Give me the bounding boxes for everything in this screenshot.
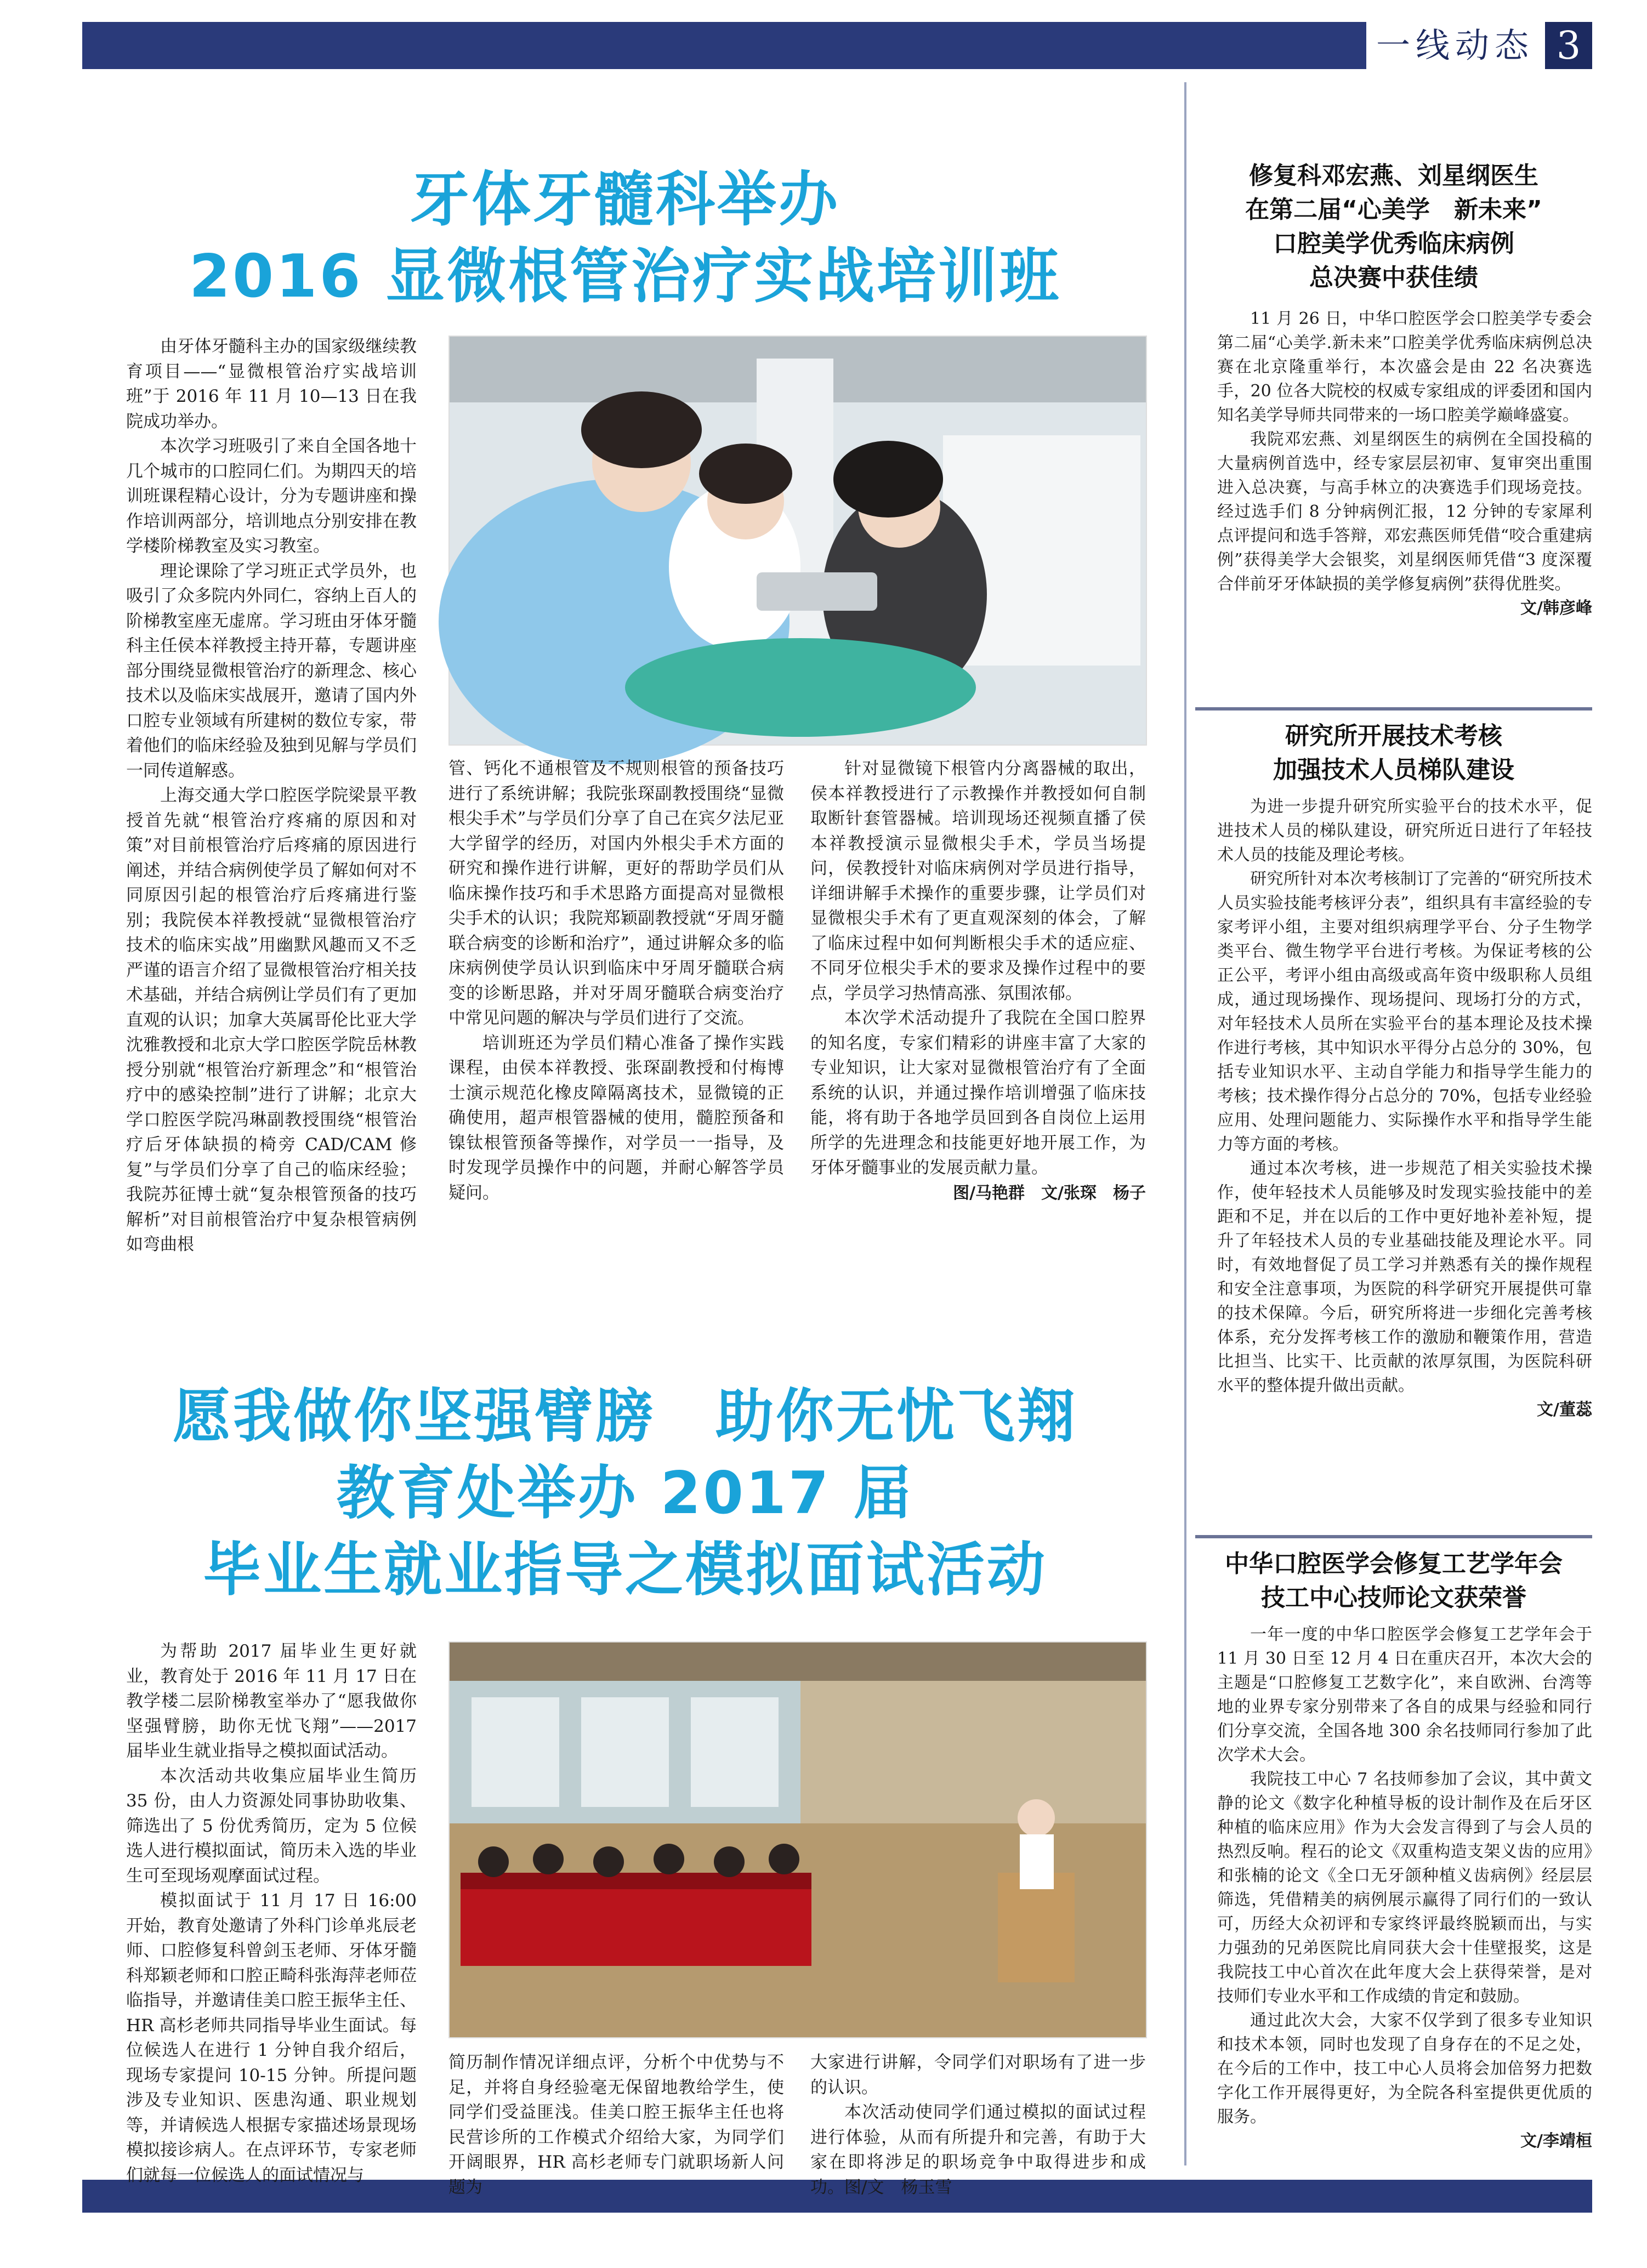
paragraph: 大家进行讲解，令同学们对职场有了进一步的认识。 [810, 2053, 1146, 2098]
paragraph: 我院技工中心 7 名技师参加了会议，其中黄文静的论文《数字化种植导板的设计制作及在后牙区种植的临床应用》作为大会发言得到了与会人员的热烈反响。程石的论文《双重构造支架义齿的应用》和张楠的论文《全口无牙颌种植义齿病例》经层层筛选，凭借精美的病例展示赢得了同行们的一致认可，历经大众初评和专家终评最终脱颖而出，与实力强劲的兄弟医院比肩同获大会十佳壁报奖，这是我院技工中心首次在此年度大会上获得荣誉，是对技师们专业水平和工作成绩的肯定和鼓励。 [1217, 1770, 1592, 2006]
side1-body [1217, 307, 1592, 702]
dental-training-photo [448, 336, 1147, 746]
sidebar-divider [1195, 1535, 1592, 1538]
paragraph: 11 月 26 日，中华口腔医学会口腔美学专委会第二届“心美学.新未来”口腔美学优秀临床病例总决赛在北京隆重举行，本次盛会是由 22 名决赛选手，20 位各大院校的权威专家组成的评委团和国内知名美学导师共同带来的一场口腔美学巅峰盛宴。 [1217, 309, 1592, 425]
paragraph: 管、钙化不通根管及不规则根管的预备技巧进行了系统讲解；我院张琛副教授围绕“显微根尖手术”与学员们分享了自己在宾夕法尼亚大学留学的经历，对国内外根尖手术方面的研究和操作进行讲解，更好的帮助学员们从临床操作技巧和手术思路方面提高对显微根尖手术的认识；我院郑颖副教授就“牙周牙髓联合病变的诊断和治疗”，通过讲解众多的临床病例使学员认识到临床中牙周牙髓联合病变的诊断思路，并对牙周牙髓联合病变治疗中常见问题的解决与学员们进行了交流。 [448, 759, 784, 1028]
side1-title-line: 口腔美学优秀临床病例 [1273, 230, 1514, 258]
article1-column-1 [126, 334, 417, 1332]
paragraph: 本次学习班吸引了来自全国各地十几个城市的口腔同仁们。为期四天的培训班课程精心设计，分为专题讲座和操作培训两部分，培训地点分别安排在教学楼阶梯教室及实习教室。 [126, 436, 417, 556]
article2-title-line3: 毕业生就业指导之模拟面试活动 [203, 1536, 1047, 1604]
paragraph: 为帮助 2017 届毕业生更好就业，教育处于 2016 年 11 月 17 日在教学楼二层阶梯教室举办了“愿我做你坚强臂膀，助你无忧飞翔”——2017 届毕业生就业指导之模拟面试活动。 [126, 1641, 417, 1761]
side2-title-line: 加强技术人员梯队建设 [1273, 756, 1514, 784]
side3-title-line: 中华口腔医学会修复工艺学年会 [1225, 1550, 1563, 1578]
article2-column-2 [448, 2050, 784, 2197]
paragraph: 模拟面试于 11 月 17 日 16:00 开始，教育处邀请了外科门诊单兆辰老师、口腔修复科曾剑玉老师、牙体牙髓科郑颖老师和口腔正畸科张海萍老师莅临指导，并邀请佳美口腔王振华主任、HR 高杉老师共同指导毕业生面试。每位候选人在进行 1 分钟自我介绍后，现场专家提问 10-15 分钟。所提问题涉及专业知识、医患沟通、职业规划等，并请候选人根据专家描述场景现场模拟接诊病人。在点评环节，专家老师们就每一位候选人的面试情况与 [126, 1891, 417, 2185]
side2-body [1217, 795, 1592, 1530]
side3-title-line: 技工中心技师论文获荣誉 [1261, 1584, 1526, 1612]
dental-training-illustration [450, 337, 1146, 744]
column-divider [1184, 82, 1186, 2165]
paragraph: 一年一度的中华口腔医学会修复工艺学年会于 11 月 30 日至 12 月 4 日在重庆召开，本次大会的主题是“口腔修复工艺数字化”，来自欧洲、台湾等地的业界专家分别带来了各自的成果与经验和同行们分享交流，全国各地 300 余名技师同行参加了此次学术大会。 [1217, 1625, 1592, 1765]
side1-title-line: 在第二届“心美学 新未来” [1245, 196, 1542, 224]
paragraph: 培训班还为学员们精心准备了操作实践课程，由侯本祥教授、张琛副教授和付梅博士演示规范化橡皮障隔离技术，显微镜的正确使用，超声根管器械的使用，髓腔预备和镍钛根管预备等操作，对学员一一指导，及时发现学员操作中的问题，并耐心解答学员疑问。 [448, 1033, 784, 1203]
paragraph: 我院邓宏燕、刘星纲医生的病例在全国投稿的大量病例首选中，经专家层层初审、复审突出重围进入总决赛，与高手林立的决赛选手们现场竞技。经过选手们 8 分钟病例汇报，12 分钟的专家犀利点评提问和选手答辩，邓宏燕医师凭借“咬合重建病例”获得美学大会银奖，刘星纲医师凭借“3 度深覆合伴前牙牙体缺损的美学修复病例”获得优胜奖。 [1217, 430, 1592, 594]
header-bar [82, 22, 1366, 69]
paragraph: 由牙体牙髓科主办的国家级继续教育项目——“显微根管治疗实战培训班”于 2016 年 11 月 10—13 日在我院成功举办。 [126, 337, 417, 431]
side2-title-line: 研究所开展技术考核 [1285, 722, 1502, 750]
article1-title-line2: 2016 显微根管治疗实战培训班 [189, 242, 1061, 311]
paragraph: 为进一步提升研究所实验平台的技术水平，促进技术人员的梯队建设，研究所近日进行了年轻技术人员的技能及理论考核。 [1217, 797, 1592, 865]
paragraph: 研究所针对本次考核制订了完善的“研究所技术人员实验技能考核评分表”，组织具有丰富经验的专家考评小组，主要对组织病理学平台、分子生物学类平台、微生物学平台进行考核。为保证考核的公正公平，考评小组由高级或高年资中级职称人员组成，通过现场操作、现场提问、现场打分的方式，对年轻技术人员所在实验平台的基本理论及技术操作进行考核，其中知识水平得分占总分的 30%，包括专业知识水平、主动自学能力和指导学生能力的考核；技术操作得分占总分的 70%，包括专业经验应用、处理问题能力、实际操作水平和指导学生能力等方面的考核。 [1217, 869, 1592, 1154]
paragraph: 上海交通大学口腔医学院梁景平教授首先就“根管治疗疼痛的原因和对策”对目前根管治疗后疼痛的原因进行阐述，并结合病例使学员了解如何对不同原因引起的根管治疗后疼痛进行鉴别；我院侯本祥教授就“显微根管治疗技术的临床实战”用幽默风趣而又不乏严谨的语言介绍了显微根管治疗相关技术基础，并结合病例让学员们有了更加直观的认识；加拿大英属哥伦比亚大学沈雅教授和北京大学口腔医学院岳林教授分别就“根管治疗新理念”和“根管治疗中的感染控制”进行了讲解；北京大学口腔医学院冯琳副教授围绕“根管治疗后牙体缺损的椅旁 CAD/CAM 修复”与学员们分享了自己的临床经验；我院苏征博士就“复杂根管预备的技巧解析”对目前根管治疗中复杂根管病例如弯曲根 [126, 786, 417, 1254]
article1-column-2 [448, 757, 784, 1327]
side1-title [1195, 159, 1592, 295]
paragraph: 本次活动共收集应届毕业生简历 35 份，由人力资源处同事协助收集、筛选出了 5 份优秀简历，定为 5 位候选人进行模拟面试，简历未入选的毕业生可至现场观摩面试过程。 [126, 1766, 417, 1886]
paragraph: 本次学术活动提升了我院在全国口腔界的知名度，专家们精彩的讲座丰富了大家的专业知识，让大家对显微根管治疗有了全面系统的认识，并通过操作培训增强了临床技能，将有助于各地学员回到各自岗位上运用所学的先进理念和技能更好地开展工作，为牙体牙髓事业的发展贡献力量。 [810, 1008, 1146, 1178]
side3-title [1195, 1547, 1592, 1615]
paragraph: 简历制作情况详细点评，分析个中优势与不足，并将自身经验毫无保留地教给学生，使同学们受益匪浅。佳美口腔王振华主任也将民营诊所的工作模式介绍给大家，为同学们开阔眼界，HR 高杉老师专门就职场新人问题为 [448, 2053, 784, 2197]
article2-title-line2: 教育处举办 2017 届 [336, 1459, 914, 1527]
side3-byline: 文/李靖桓 [1520, 2131, 1592, 2151]
mock-interview-illustration [450, 1642, 1146, 2037]
paragraph: 通过本次考核，进一步规范了相关实验技术操作，使年轻技术人员能够及时发现实验技能中的差距和不足，并在以后的工作中更好地补差补短，提升了年轻技术人员的专业基础技能及理论水平。同时，有效地督促了员工学习并熟悉有关的操作规程和安全注意事项，为医院的科学研究开展提供可靠的技术保障。今后，研究所将进一步细化完善考核体系，充分发挥考核工作的激励和鞭策作用，营造比担当、比实干、比贡献的浓厚氛围，为医院科研水平的整体提升做出贡献。 [1217, 1159, 1592, 1395]
article2-column-1 [126, 1639, 417, 2185]
side1-title-line: 总决赛中获佳绩 [1309, 264, 1478, 292]
side1-title-line: 修复科邓宏燕、刘星纲医生 [1249, 162, 1538, 190]
side3-body [1217, 1623, 1592, 2165]
article2-title-line1: 愿我做你坚强臂膀 助你无忧飞翔 [173, 1383, 1077, 1450]
paragraph: 通过此次大会，大家不仅学到了很多专业知识和技术本领，同时也发现了自身存在的不足之处，在今后的工作中，技工中心人员将会加倍努力把数字化工作开展得更好，为全院各科室提供更优质的服务。 [1217, 2011, 1592, 2127]
article2-column-3 [810, 2050, 1146, 2197]
section-label: 一线动态 [1376, 25, 1535, 65]
paragraph: 理论课除了学习班正式学员外，也吸引了众多院内外同仁，容纳上百人的阶梯教室座无虚席。学习班由牙体牙髓科主任侯本祥教授主持开幕，专题讲座部分围绕显微根管治疗的新理念、核心技术以及临床实战展开，邀请了国内外口腔专业领域有所建树的数位专家，带着他们的临床经验及独到见解与学员们一同传道解惑。 [126, 561, 417, 781]
mock-interview-photo [448, 1641, 1147, 2038]
side1-byline: 文/韩彦峰 [1520, 599, 1592, 618]
sidebar-divider [1195, 707, 1592, 710]
page-number: 3 [1545, 22, 1592, 69]
article1-byline: 图/马艳群 文/张琛 杨子 [953, 1183, 1146, 1203]
paragraph: 针对显微镜下根管内分离器械的取出，侯本祥教授进行了示教操作并教授如何自制取断针套管器械。培训现场还视频直播了侯本祥教授演示显微根尖手术，学员当场提问，侯教授针对临床病例对学员进行指导，详细讲解手术操作的重要步骤，让学员们对显微根尖手术有了更直观深刻的体会，了解了临床过程中如何判断根尖手术的适应症、不同牙位根尖手术的要求及操作过程中的要点，学员学习热情高涨、氛围浓郁。 [810, 759, 1146, 1003]
article1-title-line1: 牙体牙髓科举办 [410, 166, 840, 234]
side2-byline: 文/董蕊 [1537, 1400, 1592, 1419]
side2-title [1195, 719, 1592, 787]
article1-column-3 [810, 757, 1146, 1327]
paragraph: 本次活动使同学们通过模拟的面试过程进行体验，从而有所提升和完善，有助于大家在即将涉足的职场竞争中取得进步和成功。图/文 杨玉雪 [810, 2102, 1146, 2197]
